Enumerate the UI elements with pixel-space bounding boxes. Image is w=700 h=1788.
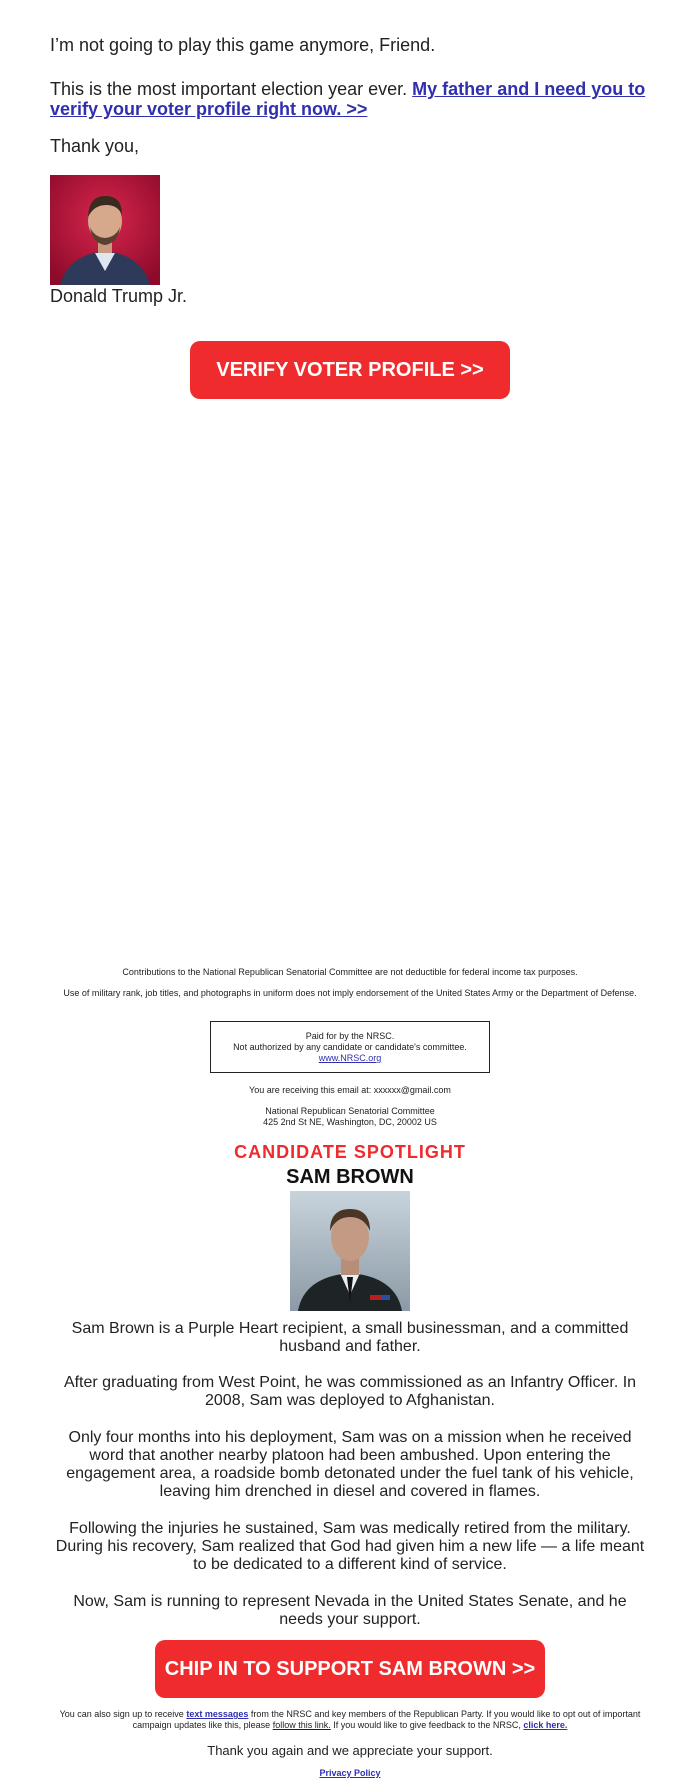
intro-text: This is the most important election year ever.: [50, 79, 408, 99]
candidate-name-heading: SAM BROWN: [286, 1166, 414, 1188]
bio-paragraph-4: Following the injuries he sustained, Sam was medically retired from the military. During his recovery, Sam realized that God had given him a new life — a life meant to be dedicated to a different kind of service.: [55, 1520, 645, 1573]
bio-paragraph-5: Now, Sam is running to represent Nevada in the United States Senate, and he needs your support.: [73, 1593, 627, 1628]
not-authorized-line: Not authorized by any candidate or candidate's committee.: [233, 1042, 467, 1052]
chip-in-sam-brown-button[interactable]: CHIP IN TO SUPPORT SAM BROWN >>: [155, 1640, 545, 1698]
signature-name: Donald Trump Jr.: [50, 286, 188, 306]
bio-paragraph-1: Sam Brown is a Purple Heart recipient, a small businessman, and a committed husband and father.: [71, 1320, 629, 1355]
bio-paragraph-2: After graduating from West Point, he was commissioned as an Infantry Officer. In 2008, Sam was deployed to Afghanistan.: [63, 1374, 637, 1409]
nrsc-website-link[interactable]: www.NRSC.org: [318, 1053, 382, 1063]
paid-for-line: Paid for by the NRSC.: [305, 1031, 395, 1041]
donald-trump-jr-photo: [50, 175, 160, 285]
org-name: National Republican Senatorial Committee: [265, 1106, 435, 1116]
paid-for-box: [210, 1021, 490, 1073]
privacy-policy-link[interactable]: Privacy Policy: [319, 1768, 381, 1778]
thank-you-text: Thank you,: [50, 136, 140, 156]
signup-prefix: You can also sign up to receive: [59, 1709, 184, 1719]
signup-notice: [50, 1709, 650, 1731]
intro-paragraph: [50, 79, 650, 119]
verify-profile-link[interactable]: My father and I need you to verify your voter profile right now. >>: [50, 79, 646, 119]
org-address: 425 2nd St NE, Washington, DC, 20002 US: [263, 1117, 437, 1127]
receiving-email-text: You are receiving this email at: xxxxxx@gmail.com: [249, 1085, 451, 1095]
candidate-spotlight-heading: CANDIDATE SPOTLIGHT: [234, 1142, 466, 1162]
feedback-link[interactable]: click here.: [523, 1720, 568, 1730]
bio-paragraph-3: Only four months into his deployment, Sam was on a mission when he received word that another nearby platoon had been ambushed. Upon entering the engagement area, a roadside bomb detonated under the fuel tank of his vehicle, leaving him drenched in diesel and covered in flames.: [66, 1429, 634, 1500]
tax-disclaimer: Contributions to the National Republican Senatorial Committee are not deductible for federal income tax purposes.: [122, 967, 578, 977]
text-messages-link[interactable]: text messages: [186, 1709, 249, 1719]
feedback-text: If you would like to give feedback to the NRSC,: [333, 1720, 521, 1730]
greeting-text: I’m not going to play this game anymore, Friend.: [50, 35, 436, 55]
verify-voter-profile-button[interactable]: VERIFY VOTER PROFILE >>: [190, 341, 510, 399]
opt-out-link[interactable]: follow this link.: [272, 1720, 331, 1730]
sam-brown-photo: [290, 1191, 410, 1311]
military-disclaimer: Use of military rank, job titles, and photographs in uniform does not imply endorsement of the United States Army or the Department of Defense.: [63, 988, 637, 998]
privacy-policy-row: [50, 1768, 650, 1779]
signup-middle: from the NRSC and key members of the Republican Party. If you would like to opt out of important campaign updates like this, please: [132, 1709, 641, 1730]
thanks-again-text: Thank you again and we appreciate your support.: [207, 1743, 493, 1758]
